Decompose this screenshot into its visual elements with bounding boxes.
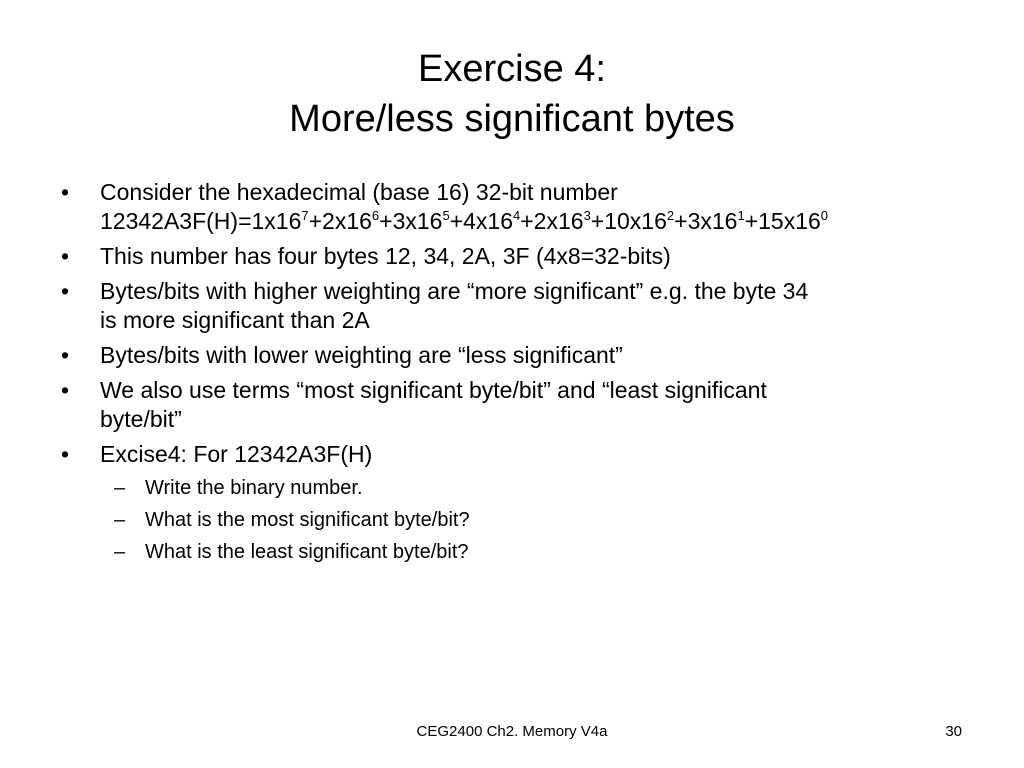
- bullet-marker: •: [61, 278, 70, 304]
- bullet-text: Bytes/bits with lower weighting are “less significant”: [100, 342, 623, 368]
- title-line-2: More/less significant bytes: [289, 98, 735, 140]
- bullet-text: We also use terms “most significant byte/bit” and “least significant: [100, 377, 767, 403]
- formula-prefix: 12342A3F(H)=1x16: [100, 208, 302, 234]
- sub-bullet-text: What is the most significant byte/bit?: [145, 509, 470, 531]
- bullet-marker: •: [61, 441, 70, 467]
- sub-bullet-text: What is the least significant byte/bit?: [145, 541, 469, 563]
- bullet-text: byte/bit”: [100, 406, 182, 432]
- dash-marker: –: [114, 541, 126, 563]
- bullet-text: Excise4: For 12342A3F(H): [100, 441, 373, 467]
- sub-bullet-item: [58, 507, 978, 533]
- bullet-marker: •: [61, 342, 70, 368]
- exponent: 3: [583, 208, 591, 223]
- exponent: 5: [442, 208, 450, 223]
- bullet-text: This number has four bytes 12, 34, 2A, 3F (4x8=32-bits): [100, 243, 671, 269]
- hex-formula: [100, 207, 978, 236]
- formula-term: +15x16: [744, 208, 821, 234]
- sub-bullet-text: Write the binary number.: [145, 477, 363, 499]
- formula-term: +10x16: [590, 208, 667, 234]
- exponent: 2: [666, 208, 675, 223]
- bullet-text: Consider the hexadecimal (base 16) 32-bit number: [100, 179, 618, 205]
- page-number: 30: [945, 723, 962, 740]
- bullet-marker: •: [61, 179, 70, 205]
- sub-bullet-item: [58, 539, 978, 565]
- formula-term: +3x16: [674, 208, 738, 234]
- bullet-item: [58, 341, 978, 370]
- formula-term: +2x16: [308, 208, 372, 234]
- slide-title: [0, 44, 1024, 144]
- dash-marker: –: [114, 509, 126, 531]
- exponent: 7: [301, 208, 309, 223]
- formula-term: +2x16: [520, 208, 584, 234]
- bullet-item: [58, 277, 978, 335]
- exponent: 0: [820, 208, 829, 223]
- dash-marker: –: [114, 477, 126, 499]
- bullet-marker: •: [61, 243, 70, 269]
- bullet-item: [58, 440, 978, 469]
- exponent: 1: [737, 208, 745, 223]
- bullet-text: Bytes/bits with higher weighting are “more significant” e.g. the byte 34: [100, 278, 809, 304]
- bullet-item: [58, 178, 978, 236]
- bullet-item: [58, 242, 978, 271]
- sub-bullet-item: [58, 475, 978, 501]
- bullet-list: [58, 178, 978, 571]
- bullet-text: is more significant than 2A: [100, 307, 370, 333]
- bullet-item: [58, 376, 978, 434]
- title-line-1: Exercise 4:: [418, 48, 606, 90]
- exponent: 6: [371, 208, 380, 223]
- formula-term: +3x16: [379, 208, 443, 234]
- formula-term: +4x16: [449, 208, 514, 234]
- bullet-marker: •: [61, 377, 70, 403]
- exponent: 4: [513, 208, 521, 223]
- footer-label: CEG2400 Ch2. Memory V4a: [416, 723, 608, 740]
